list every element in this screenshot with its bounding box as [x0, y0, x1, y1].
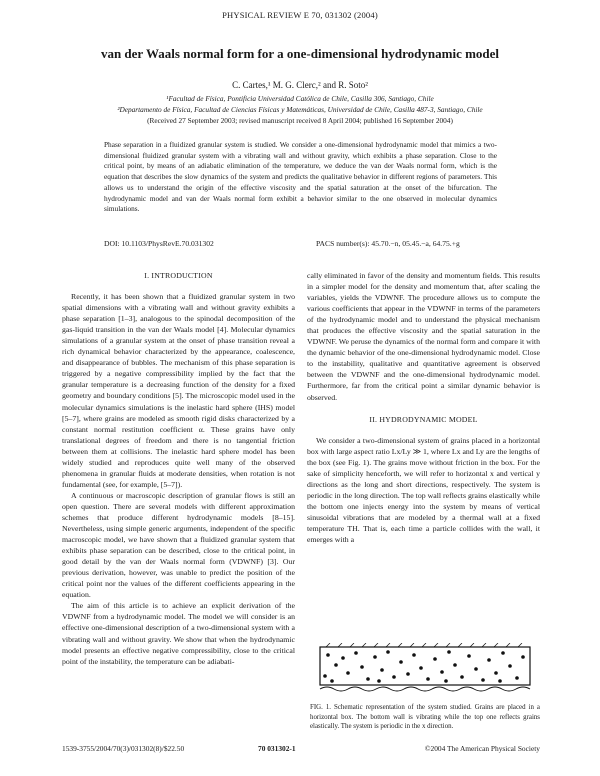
paper-title: van der Waals normal form for a one-dimensional hydrodynamic model [100, 46, 500, 61]
grain [521, 655, 525, 659]
affiliation-1: ¹Facultad de Física, Pontificia Universidad Católica de Chile, Casilla 306, Santiago, Chile [166, 94, 434, 103]
grain [406, 672, 410, 676]
figure-1-schematic [318, 643, 532, 697]
grain [440, 670, 444, 674]
grain [419, 666, 423, 670]
running-head: PHYSICAL REVIEW E 70, 031302 (2004) [222, 10, 378, 20]
affiliation-2: ²Departamento de Física, Facultad de Ciencias Físicas y Matemáticas, Universidad de Chile, Casilla 487-3, Santiago, Chile [117, 105, 483, 114]
intro-paragraph-1: Recently, it has been shown that a fluidized granular system in two spatial dimensions with a vibrating wall and without gravity exhibits a phase separation [1–3], analogous to the spinodal decomposition of the gas-liquid transition in the van der Waals model [4]. Molecular dynamics simulations of a granular system at the onset of phase transition reveal a rich dynamical behavior characterized by the appearance, coalescence, and disappearance of bubbles. The mechanism of this phase separation is triggered by a negative compressibility implied by the fact that the granular temperature is a decreasing function of the density for a fixed geometry and boundary conditions [5]. The microscopic model used in the molecular dynamics simulations is the inelastic hard sphere (IHS) model [5–7], where grains are modeled as smooth rigid disks characterized by a constant normal restitution coefficient α. These grains have only translational degrees of freedom and there is no tangential friction between them at collisions. The inelastic hard sphere model has been widely studied and reproduces quite well many of the observed phenomena in granular fluids at moderate densities, when rotation is not fundamental (see, for example, [5–7]). [62, 292, 295, 489]
doi[interactable]: DOI: 10.1103/PhysRevE.70.031302 [104, 239, 214, 248]
author-list: C. Cartes,¹ M. G. Clerc,² and R. Soto² [232, 80, 368, 90]
grain [380, 668, 384, 672]
grain [354, 651, 358, 655]
grain [392, 675, 396, 679]
grain [326, 653, 330, 657]
grain [373, 655, 377, 659]
grain [399, 660, 403, 664]
box-outline [320, 647, 530, 685]
grain [498, 679, 502, 683]
grain [453, 663, 457, 667]
footer-issn: 1539-3755/2004/70(3)/031302(8)/$22.50 [62, 744, 185, 753]
hydro-paragraph-1: We consider a two-dimensional system of grains placed in a horizontal box with large aspect ratio Lx/Ly ≫ 1, where Lx and Ly are the lengths of the box (see Fig. 1). The grains move without friction in the box. For the sake of simplicity henceforth, we will refer to horizontal x and vertical y directions as the long and short directions, respectively. The system is periodic in the long direction. The top wall reflects grains elastically while the bottom one injects energy into the system by means of vertical sinusoidal vibrations that are modeled by a thermal wall at a fixed temperature TH. That is, each time a particle collides with the wall, it emerges with a [307, 435, 540, 545]
doi-pacs-line [104, 239, 497, 251]
abstract: Phase separation in a fluidized granular system is studied. We consider a one-dimensional hydrodynamic model that mimics a two-dimensional fluidized granular system with a vibrating wall and without gravity, which exhibits a phase separation. Close to the critical point, by means of an adiabatic elimination of the temperature, we deduce the van der Waals normal form, which is the equation that describes the slow dynamics of the system and predicts the qualitative behavior in different regions of parameters. This allows us to understand the origin of the effective viscosity and the spatial saturation at the onset of the bifurcation. The hydrodynamic model and van der Waals normal form exhibit a behavior similar to the one observed in molecular dynamics simulations. [104, 140, 497, 214]
grains [323, 650, 525, 683]
footer-page-number: 70 031302-1 [258, 744, 296, 753]
page-footer [62, 744, 540, 756]
grain [501, 651, 505, 655]
section-heading-hydrodynamic-model: II. HYDRODYNAMIC MODEL [369, 414, 478, 424]
grain [460, 675, 464, 679]
grain [386, 650, 390, 654]
grain [360, 665, 364, 669]
pacs-numbers: PACS number(s): 45.70.−n, 05.45.−a, 64.75.+g [316, 239, 460, 248]
grain [330, 679, 334, 683]
grain [508, 664, 512, 668]
grain [346, 671, 350, 675]
grain [426, 677, 430, 681]
grain [481, 678, 485, 682]
grain [412, 653, 416, 657]
grain [487, 658, 491, 662]
section-heading-introduction: I. INTRODUCTION [144, 271, 213, 280]
intro-paragraph-continued: cally eliminated in favor of the density and momentum fields. This results in a simpler model for the density and momentum that, after scaling the variables, yields the VDWNF. The procedure allows us to compute the various coefficients that appear in the VDWNF in terms of the parameters of the hydrodynamic model and to understand the physical mechanism that produces the effective viscosity and the spatial saturation in the VDWNF. We peruse the dynamics of the normal form and compare it with the dynamic behavior of the one-dimensional hydrodynamic model. Close to the instability, qualitative and quantitative agreement is observed between the VDWNF and the one-dimensional hydrodynamic model. Furthermore, far from the critical point a similar dynamic behavior is observed. [307, 271, 540, 402]
grain [515, 676, 519, 680]
grain [447, 650, 451, 654]
vibrating-bottom-wall [320, 687, 530, 691]
left-column [62, 270, 295, 667]
grain [467, 654, 471, 658]
grain [444, 679, 448, 683]
grain [334, 663, 338, 667]
grain [323, 674, 327, 678]
intro-paragraph-3: The aim of this article is to achieve an explicit derivation of the VDWNF from a hydrodynamic model. The model we will consider is an effective one-dimensional description of a two-dimensional system with a vibrating wall and without gravity. We show that when the hydrodynamic model presents an effective negative compressibility, close to the critical point of the instability, the temperature can be adiabati- [62, 601, 295, 666]
intro-paragraph-2: A continuous or macroscopic description of granular flows is still an open question. There are several models with different approximation schemes that produce different hydrodynamic models [8–15]. Nevertheless, using simple generic arguments, independent of the specific macroscopic model, we have shown that a fluidized granular system that exhibits phase separation can be described, close to the critical point, in good detail by the van der Waals normal form (VDWNF) [3]. Our previous derivation, however, was unable to predict the position of the critical point nor the values of the different coefficients appearing in the equation. [62, 490, 295, 600]
right-column [307, 270, 540, 545]
received-dates: (Received 27 September 2003; revised manuscript received 8 April 2004; published 16 September 2004) [147, 116, 453, 125]
figure-1-caption: FIG. 1. Schematic representation of the system studied. Grains are placed in a horizontal box. The bottom wall is vibrating while the top one reflects grains elastically. The system is periodic in the x direction. [310, 704, 540, 731]
grain [494, 671, 498, 675]
footer-copyright: ©2004 The American Physical Society [424, 744, 540, 753]
grain [366, 677, 370, 681]
grain [341, 656, 345, 660]
grain [377, 679, 381, 683]
grain [433, 657, 437, 661]
grain [474, 667, 478, 671]
